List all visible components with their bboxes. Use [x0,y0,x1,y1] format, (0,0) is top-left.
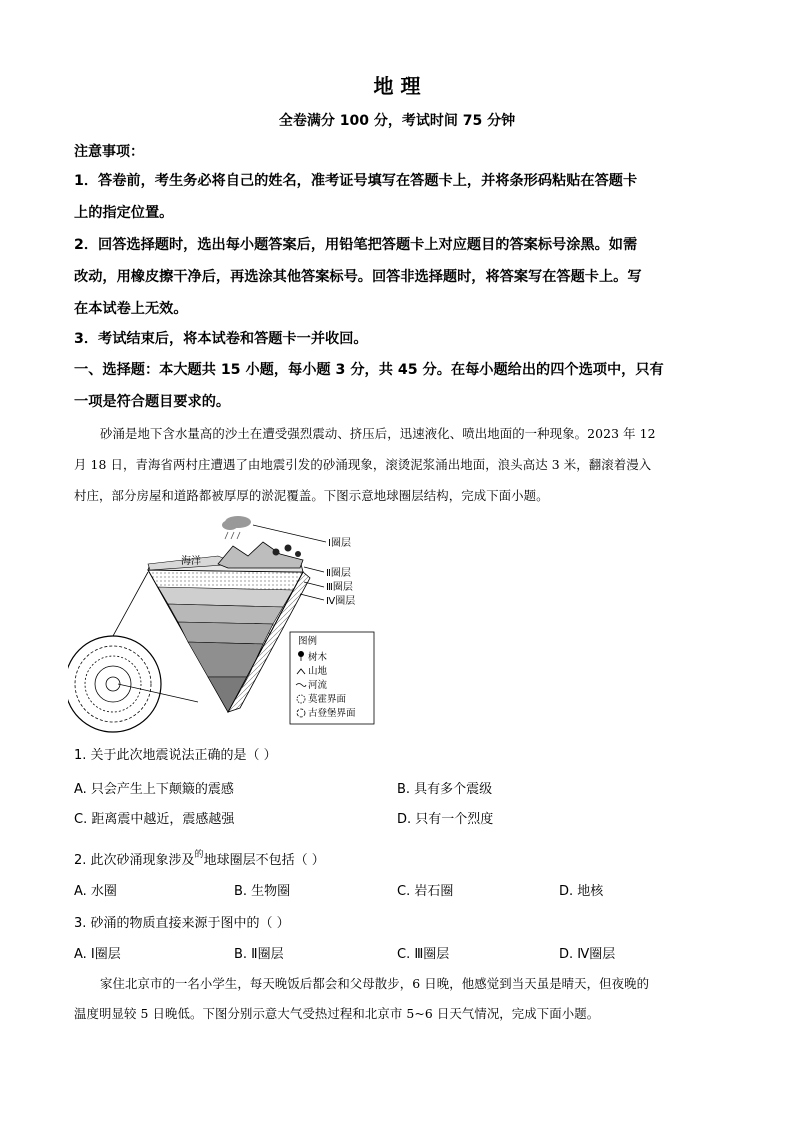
section-heading-cont: 一项是符合题目要求的。 [74,394,231,410]
legend-title: 图例 [298,636,318,647]
passage-2-line-1: 家住北京市的一名小学生，每天晚饭后都会和父母散步，6 日晚，他感觉到当天虽是晴天，但夜晚的 [100,976,650,991]
passage-1-line-3: 村庄，部分房屋和道路都被厚厚的淤泥覆盖。下图示意地球圈层结构，完成下面小题。 [74,488,549,503]
q1-option-c[interactable]: C. 距离震中越近，震感越强 [74,812,235,827]
notice-item-2: 2．回答选择题时，选出每小题答案后，用铅笔把答题卡上对应题目的答案标号涂黑。如需 [74,237,638,253]
layer-2-label: Ⅱ圈层 [326,568,351,579]
passage-1-line-1: 砂涌是地下含水量高的沙土在遭受强烈震动、挤压后，迅速液化、喷出地面的一种现象。2023 年 12 [100,426,656,441]
legend-gutenberg: 古登堡界面 [308,708,356,719]
earth-wedge [148,542,310,712]
q3-option-c[interactable]: C. Ⅲ圈层 [397,947,450,962]
passage-1-line-2: 月 18 日，青海省两村庄遭遇了由地震引发的砂涌现象，滚烫泥浆涌出地面，浪头高达 3 米，翻滚着漫入 [74,457,652,472]
earth-structure-figure [68,512,388,737]
figure-legend [290,632,374,724]
q1-option-d[interactable]: D. 只有一个烈度 [397,812,494,827]
earth-core-circles [68,636,161,732]
q2-option-c[interactable]: C. 岩石圈 [397,884,454,899]
q2-stem-sup: 的 [194,850,204,860]
legend-tree: 树木 [308,652,328,663]
notice-item-2-cont: 改动，用橡皮擦干净后，再选涂其他答案标号。回答非选择题时，将答案写在答题卡上。写 [74,269,642,285]
layer-3-label: Ⅲ圈层 [326,582,353,593]
notice-item-1-cont: 上的指定位置。 [74,205,174,221]
q2-stem-post: 地球圈层不包括（ ） [203,853,325,868]
legend-moho: 莫霍界面 [308,694,347,705]
q2-option-a[interactable]: A. 水圈 [74,884,117,899]
q1-option-a[interactable]: A. 只会产生上下颠簸的震感 [74,782,234,797]
passage-2-line-2: 温度明显较 5 日晚低。下图分别示意大气受热过程和北京市 5~6 日天气情况，完成下面小题。 [74,1006,600,1021]
notice-item-2-cont2: 在本试卷上无效。 [74,301,188,317]
notice-heading: 注意事项： [74,144,144,160]
layer-4-label: Ⅳ圈层 [326,596,356,607]
q2-option-d[interactable]: D. 地核 [559,884,604,899]
notice-item-3: 3．考试结束后，将本试卷和答题卡一并收回。 [74,331,368,347]
q1-option-b[interactable]: B. 具有多个震级 [397,782,493,797]
notice-item-1: 1．答卷前，考生务必将自己的姓名，准考证号填写在答题卡上，并将条形码粘贴在答题卡 [74,173,638,189]
ocean-label: 海洋 [181,556,201,567]
legend-river: 河流 [308,680,328,691]
question-3-stem: 3. 砂涌的物质直接来源于图中的（ ） [74,916,290,931]
exam-info: 全卷满分 100 分，考试时间 75 分钟 [278,113,516,129]
legend-mountain: 山地 [308,666,328,677]
q3-option-d[interactable]: D. Ⅳ圈层 [559,947,616,962]
question-1-stem: 1. 关于此次地震说法正确的是（ ） [74,748,277,763]
q3-option-b[interactable]: B. Ⅱ圈层 [234,947,284,962]
question-2-stem [74,847,325,868]
layer-1-label: Ⅰ圈层 [328,538,351,549]
section-heading: 一、选择题：本大题共 15 小题，每小题 3 分，共 45 分。在每小题给出的四个选项中，只有 [74,362,664,378]
cloud-icon [222,516,251,539]
q2-stem-pre: 2. 此次砂涌现象涉及 [74,853,195,868]
q3-option-a[interactable]: A. Ⅰ圈层 [74,947,121,962]
q2-option-b[interactable]: B. 生物圈 [234,884,291,899]
page-title: 地 理 [373,74,421,98]
